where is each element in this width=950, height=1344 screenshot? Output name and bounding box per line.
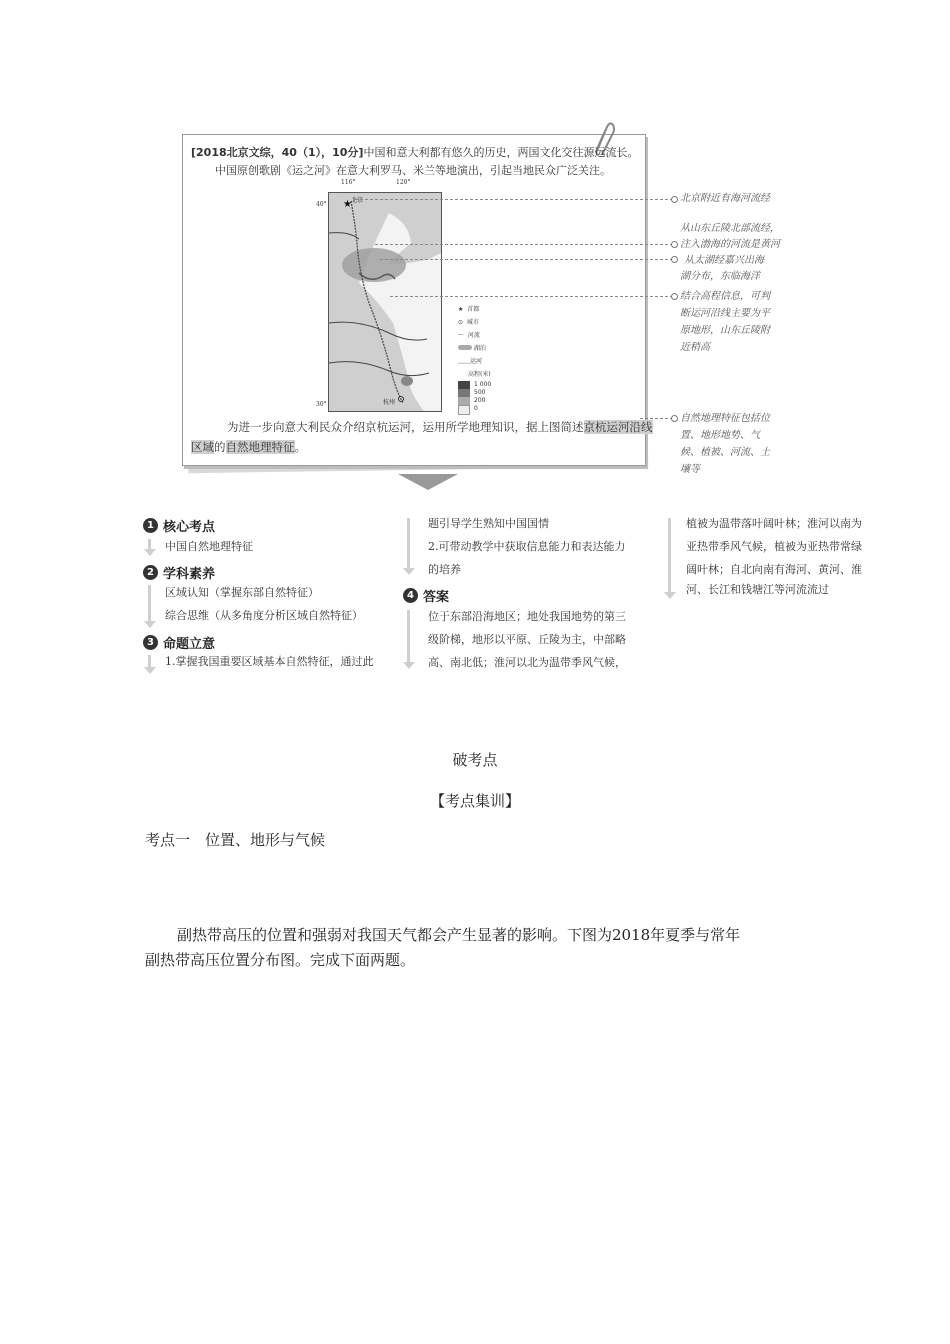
task-text: 。 <box>294 440 306 454</box>
section-literacy <box>143 563 215 582</box>
elevation-label: 0 <box>474 405 478 412</box>
task-text: 的 <box>214 440 226 454</box>
task-highlight: 京杭运河沿线 <box>583 420 653 434</box>
capital-star-icon: ★ <box>458 306 464 313</box>
legend-river: 河流 <box>467 332 480 339</box>
number-badge: 3 <box>143 635 158 650</box>
down-arrow-icon <box>148 539 151 553</box>
literacy-text-2: 综合思维（从多角度分析区域自然特征） <box>165 609 363 622</box>
section-title: 核心考点 <box>163 520 216 535</box>
legend-capital: 首都 <box>467 306 480 313</box>
elevation-label: 200 <box>474 397 486 404</box>
answer-text-4: 植被为温带落叶阔叶林；淮河以南为 <box>686 517 862 530</box>
lake-icon <box>458 345 472 350</box>
section-title: 命题立意 <box>163 637 216 652</box>
leader-dot <box>671 415 678 422</box>
down-arrow-icon <box>148 655 151 671</box>
leader-line <box>380 259 673 260</box>
grand-canal-map <box>328 192 442 412</box>
answer-text-5: 亚热带季风气候，植被为亚热带常绿 <box>686 540 862 553</box>
city-dot-icon: ⊙ <box>458 319 464 326</box>
down-arrow-icon <box>148 585 151 625</box>
intent-text: 1.掌握我国重要区域基本自然特征，通过此 <box>165 655 374 668</box>
number-badge: 1 <box>143 518 158 533</box>
elevation-label: 500 <box>474 389 486 396</box>
annotation-note: 北京附近有海河流经 <box>680 193 770 204</box>
leader-line <box>640 418 673 419</box>
annotation-note: 注入渤海的河流是黄河 <box>680 239 780 250</box>
task-highlight: 自然地理特征 <box>225 440 295 454</box>
city-beijing-label: 北京 <box>351 197 364 204</box>
leader-dot <box>671 196 678 203</box>
annotation-note: 壤等 <box>680 464 700 475</box>
leader-dot <box>671 256 678 263</box>
section-answer <box>403 586 449 605</box>
city-hangzhou-label: 杭州 <box>383 399 396 406</box>
number-badge: 4 <box>403 588 418 603</box>
annotation-note: 置、地形地势、气 <box>680 430 760 441</box>
legend-lake: 湖泊 <box>473 345 486 352</box>
answer-text-2: 级阶梯，地形以平原、丘陵为主，中部略 <box>428 633 626 646</box>
intent-text-2: 2.可带动教学中获取信息能力和表达能力 <box>428 540 626 553</box>
elevation-scale <box>458 381 491 415</box>
svg-text:★: ★ <box>343 199 352 210</box>
elevation-label: 1 000 <box>474 381 492 388</box>
lat-label-1: 40° <box>316 201 327 208</box>
down-arrow-icon <box>407 610 410 668</box>
answer-text-7: 河、长江和钱塘江等河流流过 <box>686 583 829 596</box>
task-text: 为进一步向意大利民众介绍京杭运河，运用所学地理知识，据上图简述 <box>227 420 584 434</box>
answer-text-1: 位于东部沿海地区；地处我国地势的第三 <box>428 610 626 623</box>
leader-line <box>355 199 673 200</box>
annotation-note: 近稍高 <box>680 342 710 353</box>
number-badge: 2 <box>143 565 158 580</box>
task-line-2 <box>191 439 306 455</box>
elevation-swatches <box>458 381 470 415</box>
legend-canal: 运河 <box>470 358 483 365</box>
section-core-point <box>143 516 215 535</box>
question-line-2: 中国原创歌剧《运之河》在意大利罗马、米兰等地演出，引起当地民众广泛关注。 <box>215 164 611 177</box>
annotation-note: 湖分布，东临海洋 <box>680 271 760 282</box>
leader-dot <box>671 293 678 300</box>
leader-line <box>375 244 673 245</box>
answer-text-6: 阔叶林；自北向南有海河、黄河、淮 <box>686 563 862 576</box>
paragraph-line-2: 副热带高压位置分布图。完成下面两题。 <box>145 951 416 969</box>
intent-text-cont: 题引导学生熟知中国国情 <box>428 517 549 530</box>
section-title: 答案 <box>423 590 450 605</box>
annotation-note: 断运河沿线主要为平 <box>680 308 770 319</box>
literacy-text-1: 区域认知（掌握东部自然特征） <box>165 586 319 599</box>
task-highlight: 区域 <box>191 440 214 454</box>
annotation-note: 结合高程信息，可判 <box>680 291 770 302</box>
core-point-text: 中国自然地理特征 <box>165 540 253 553</box>
intent-text-3: 的培养 <box>428 563 461 576</box>
annotation-note: 从太湖经嘉兴出海 <box>684 255 764 266</box>
question-line-1 <box>191 145 638 161</box>
annotation-note: 自然地理特征包括位 <box>680 413 770 424</box>
section-intent <box>143 633 215 652</box>
leader-line <box>390 296 673 297</box>
question-text-1: 中国和意大利都有悠久的历史，两国文化交往源远流长。 <box>363 146 639 159</box>
leader-dot <box>671 241 678 248</box>
topic-title: 考点一 位置、地形与气候 <box>145 831 326 849</box>
map-graphic <box>329 193 441 411</box>
lon-label-2: 120° <box>396 179 411 186</box>
annotation-note: 从山东丘陵北部流经， <box>680 223 780 234</box>
down-arrow-icon <box>668 518 671 598</box>
lat-label-2: 30° <box>316 401 327 408</box>
map-legend <box>458 303 491 415</box>
question-card <box>182 134 653 466</box>
annotation-note: 候、植被、河流、土 <box>680 447 770 458</box>
question-tag: [2018北京文综，40（1），10分] <box>191 146 364 159</box>
legend-city: 城市 <box>466 319 479 326</box>
river-line-icon: ～ <box>458 332 465 339</box>
lon-label-1: 116° <box>341 179 356 186</box>
down-triangle-icon <box>398 474 458 490</box>
answer-text-3: 高、南北低；淮河以北为温带季风气候， <box>428 656 626 669</box>
legend-elevation-title: 高程(米) <box>468 371 491 378</box>
task-line-1 <box>227 419 653 435</box>
canal-line-icon: ﹏﹏ <box>458 358 471 365</box>
annotation-note: 原地形，山东丘陵附 <box>680 325 770 336</box>
section-subheading: 【考点集训】 <box>429 792 520 810</box>
section-heading: 破考点 <box>452 751 498 769</box>
paragraph-line-1: 副热带高压的位置和强弱对我国天气都会产生显著的影响。下图为2018年夏季与常年 <box>177 926 741 944</box>
down-arrow-icon <box>407 518 410 574</box>
section-title: 学科素养 <box>163 567 216 582</box>
